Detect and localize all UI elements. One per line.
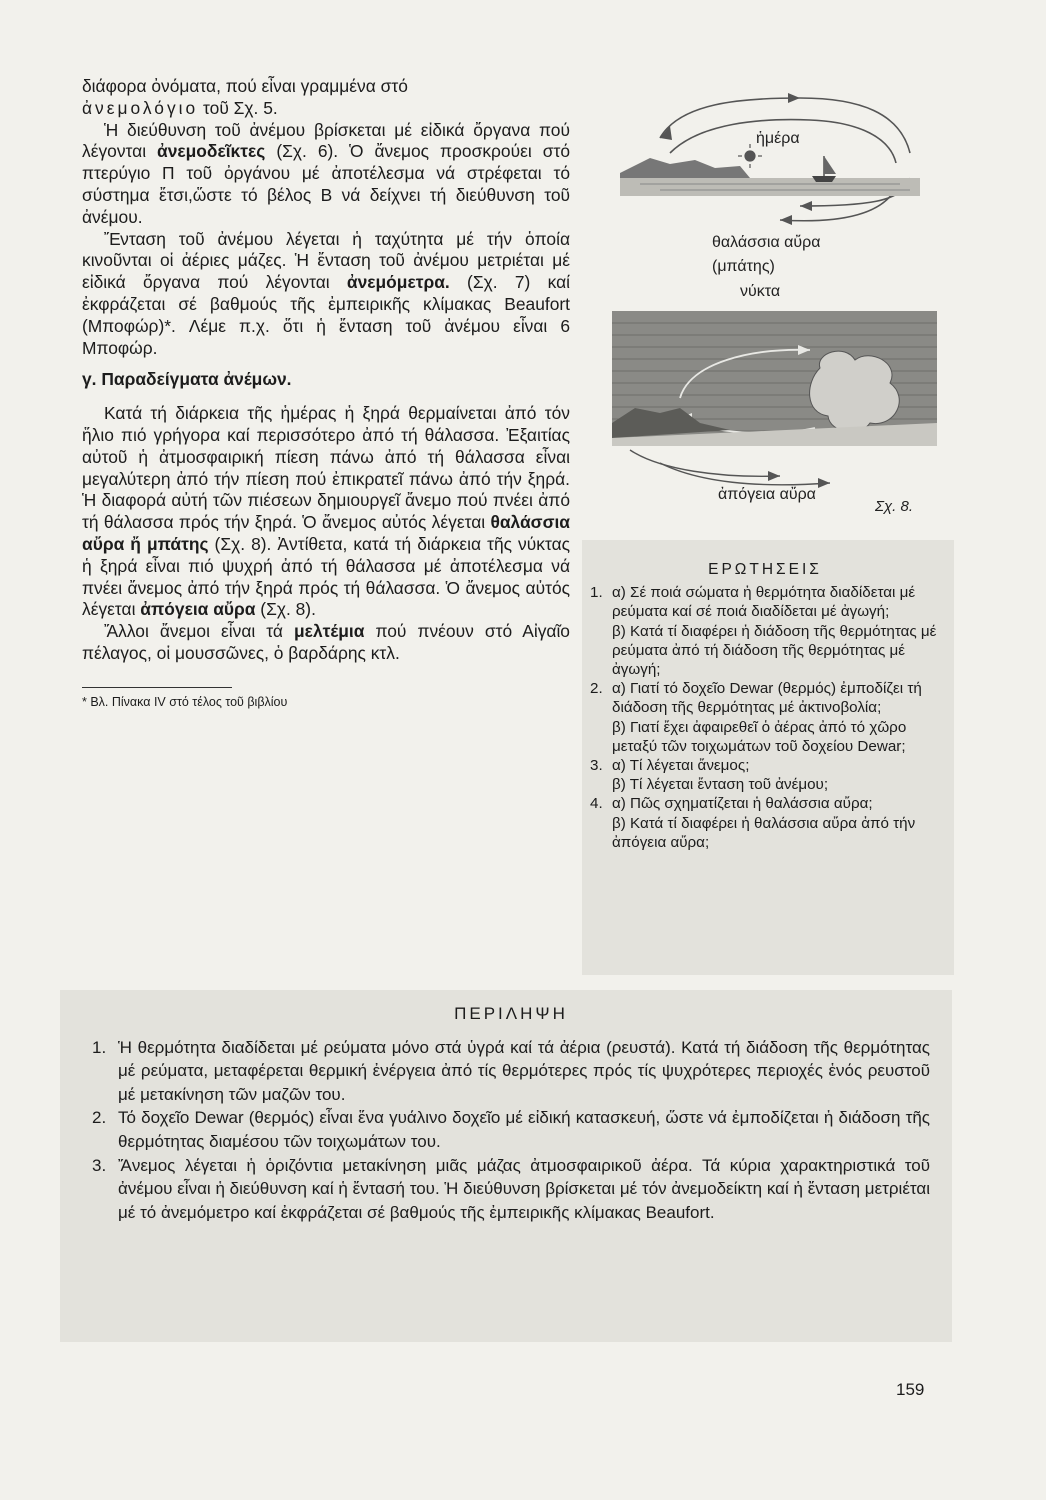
label-night: νύκτα — [740, 283, 781, 300]
summary-box — [60, 990, 952, 1342]
question-text: β) Γιατί ἔχει ἀφαιρεθεῖ ὁ ἀέρας ἀπό τό χῶρο μεταξύ τῶν τοιχωμάτων τοῦ δοχείου Dewar; — [612, 718, 907, 755]
label-land-breeze: ἀπόγεια αὔρα — [718, 486, 816, 503]
main-text-column — [82, 76, 570, 710]
land-breeze-arrows — [630, 450, 830, 485]
paragraph-intensity — [82, 229, 570, 360]
day-arrowheads — [660, 93, 812, 225]
figure-sea-land-breeze — [600, 78, 950, 518]
questions-title: ΕΡΩΤΗΣΕΙΣ — [708, 561, 822, 578]
question-number: 4. — [590, 795, 603, 813]
day-circulation-arrows — [660, 98, 910, 221]
label-day: ἡμέρα — [756, 130, 800, 147]
question-number: 1. — [590, 584, 603, 602]
footnote: * Βλ. Πίνακα IV στό τέλος τοῦ βιβλίου — [82, 694, 288, 709]
question-item — [590, 794, 940, 852]
summary-title: ΠΕΡΙΛΗΨΗ — [454, 1004, 568, 1023]
paragraph-breezes — [82, 403, 570, 621]
paragraph-other-winds — [82, 621, 570, 665]
term-meltemia: μελτέμια — [294, 621, 365, 642]
paragraph-direction — [82, 120, 570, 229]
questions-box — [582, 540, 954, 975]
summary-text: Ἡ θερμότητα διαδίδεται μέ ρεύματα μόνο στά ὑγρά καί τά ἀέρια (ρευστά). Κατά τή διάδοση τῆς θερμότητας μέ ρεύματα, μεταφέρεται θερμική ἐνέργεια ἀπό τίς θερμότερες πρός τίς ψυχρότερες περιοχές ἑνός ρευστοῦ μέ μετακίνηση τῶν μαζῶν του. — [118, 1037, 930, 1104]
text-run: Κατά τή διάρκεια τῆς ἡμέρας ἡ ξηρά θερμαίνεται ἀπό τόν ἥλιο πιό γρήγορα καί περισσότερο ἀπό τή θάλασσα. Ἐξαιτίας αὐτοῦ ἡ ἀτμοσφαιρική πίεση πάνω ἀπό τή θάλασσα εἶναι μεγαλύτερη ἀπό τήν πίεση πού ἐπικρατεῖ πάνω ἀπό τήν ξηρά. Ἡ διαφορά αὐτή τῶν πιέσεων δημιουργεῖ ἄνεμο πού πνέει ἀπό τή θάλασσα πρός τήν ξηρά. Ὁ ἄνεμος αὐτός λέγεται — [82, 403, 570, 533]
question-item — [590, 679, 940, 756]
term-anemologio: ἀνεμολόγιο — [82, 97, 199, 118]
term-land-breeze: ἀπόγεια αὔρα — [140, 599, 256, 620]
text-run: (Σχ. 8). Ἀντίθετα, κατά τή διάρκεια τῆς νύκτας ἡ ξηρά εἶναι πιό ψυχρή ἀπό τή θάλασσα μέ ἀποτέλεσμα νά πνέει ἄνεμος ἀπό τήν ξηρά πρός τή θάλασσα. Ὁ ἄνεμος αὐτός λέγεται — [82, 533, 570, 620]
label-sea-breeze: θαλάσσια αὔρα — [712, 234, 821, 251]
text-run: (Σχ. 8). — [255, 599, 316, 620]
question-number: 2. — [590, 680, 603, 698]
summary-text: Τό δοχεῖο Dewar (θερμός) εἶναι ἕνα γυάλινο δοχεῖο μέ εἰδική κατασκευή, ὥστε νά ἐμποδίζεται ἡ διάδοση τῆς θερμότητας διαμέσου τῶν τοιχωμάτων του. — [118, 1108, 930, 1151]
question-text: α) Πῶς σχηματίζεται ἡ θαλάσσια αὔρα; — [612, 795, 873, 813]
summary-number: 3. — [92, 1155, 107, 1175]
text-run: Ἄλλοι ἄνεμοι εἶναι τά — [104, 621, 295, 642]
question-text: α) Σέ ποιά σώματα ἡ θερμότητα διαδίδεται μέ ρεύματα καί σέ ποιά διαδίδεται μέ ἀγωγή; — [612, 584, 916, 621]
footnote-divider — [82, 687, 232, 688]
term-sea-breeze: θαλάσσια αὔρα ἤ μπάτης — [82, 512, 570, 554]
text-run: (Σχ. 6). Ὁ ἄνεμος προσκρούει στό πτερύγιο Π τοῦ ὀργάνου μέ ἀποτέλεσμα νά στρέφεται τό σύστημα ἔτσι,ὥστε τό βέλος Β νά δείχνει τή διεύθυνση τοῦ ἀνέμου. — [82, 141, 570, 227]
question-text: β) Κατά τί διαφέρει ἡ διάδοση τῆς θερμότητας μέ ρεύματα ἀπό τή διάδοση τῆς θερμότητας μέ ἀγωγή; — [612, 622, 937, 679]
term-anemodeiktes: ἀνεμοδεῖκτες — [157, 141, 266, 162]
question-text: β) Τί λέγεται ἔνταση τοῦ ἀνέμου; — [612, 776, 829, 794]
question-text: β) Κατά τί διαφέρει ἡ θαλάσσια αὔρα ἀπό τήν ἀπόγεια αὔρα; — [612, 814, 916, 851]
text-run: πού πνέουν στό Αἰγαῖο πέλαγος, οἱ μουσσῶνες, ὁ βαρδάρης κτλ. — [82, 621, 570, 663]
term-anemometra: ἀνεμόμετρα. — [346, 272, 450, 293]
question-item — [590, 583, 940, 679]
text-run: Ἔνταση τοῦ ἀνέμου λέγεται ἡ ταχύτητα μέ τήν ὁποία κινοῦνται οἱ ἀέριες μάζες. Ἡ ἔνταση τοῦ ἀνέμου μετριέται μέ εἰδικά ὄργανα πού λέγονται — [82, 228, 570, 293]
day-sea-shape — [620, 178, 920, 196]
text-run: Ἡ διεύθυνση τοῦ ἀνέμου βρίσκεται μέ εἰδικά ὄργανα πού λέγονται — [82, 119, 570, 162]
summary-item — [92, 1154, 930, 1225]
question-text: α) Τί λέγεται ἄνεμος; — [612, 757, 750, 775]
sailboat-icon — [812, 156, 836, 182]
summary-number: 1. — [92, 1037, 107, 1057]
section-subheading: γ. Παραδείγματα ἀνέμων. — [82, 369, 292, 390]
question-text: α) Γιατί τό δοχεῖο Dewar (θερμός) ἐμποδίζει τή διάδοση τῆς θερμότητας μέ ἀκτινοβολία; — [612, 680, 922, 717]
text-run: τοῦ Σχ. 5. — [198, 97, 278, 118]
summary-item — [92, 1106, 930, 1153]
summary-text: Ἄνεμος λέγεται ἡ ὁριζόντια μετακίνηση μιᾶς μάζας ἀτμοσφαιρικοῦ ἀέρα. Τά κύρια χαρακτηριστικά τοῦ ἀνέμου εἶναι ἡ διεύθυνση καί ἡ ἔντασή του. Ἡ διεύθυνση βρίσκεται μέ τόν ἀνεμοδείκτη καί ἡ ἔνταση μετριέται μέ τό ἀνεμόμετρο καί ἐκφράζεται σέ βαθμούς τῆς ἐμπειρικῆς κλίμακας Beaufort. — [118, 1155, 930, 1222]
page-number: 159 — [896, 1380, 925, 1399]
label-sea-breeze-alt: (μπάτης) — [712, 258, 775, 275]
summary-number: 2. — [92, 1108, 107, 1128]
question-item — [590, 756, 940, 794]
text-run: (Σχ. 7) καί ἐκφράζεται σέ βαθμούς τῆς ἐμπειρικῆς κλίμακας Beaufort (Μποφώρ)*. Λέμε π.χ. ὅτι ἡ ἔνταση τοῦ ἀνέμου εἶναι 6 Μποφώρ. — [82, 272, 570, 358]
figure-caption: Σχ. 8. — [875, 498, 914, 515]
question-number: 3. — [590, 757, 603, 775]
text-run: διάφορα ὀνόματα, πού εἶναι γραμμένα στό — [82, 76, 408, 96]
summary-item — [92, 1036, 930, 1107]
paragraph-names — [82, 76, 570, 120]
